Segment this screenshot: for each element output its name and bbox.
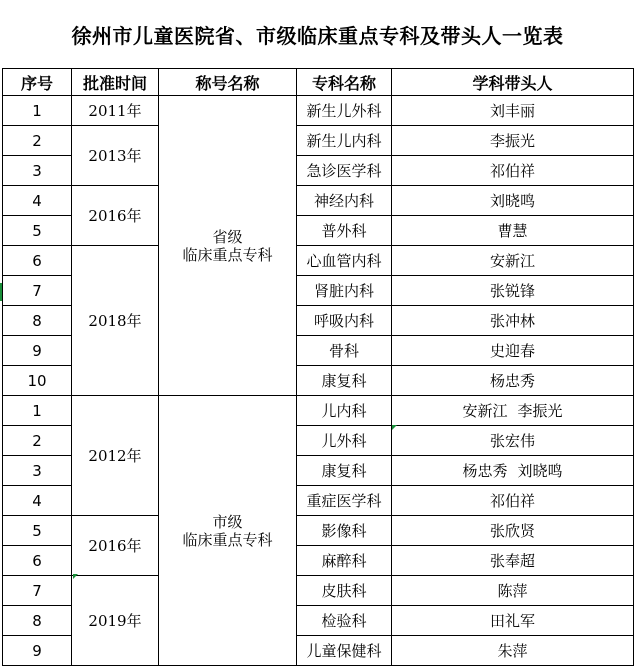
table-row <box>3 96 634 126</box>
seq-cell[interactable]: 9 <box>3 336 72 366</box>
leader-cell[interactable] <box>392 96 634 126</box>
specialty-table <box>2 68 634 666</box>
seq-cell[interactable]: 5 <box>3 216 72 246</box>
seq-cell[interactable]: 7 <box>3 576 72 606</box>
leader-name: 祁伯祥 <box>489 162 535 180</box>
specialty-cell[interactable]: 儿童保健科 <box>297 636 392 666</box>
leader-cell[interactable] <box>392 186 634 216</box>
leader-name: 李振光 <box>489 132 535 150</box>
header-specialty[interactable]: 专科名称 <box>297 69 392 96</box>
specialty-cell[interactable]: 新生儿外科 <box>297 96 392 126</box>
leader-cell[interactable] <box>392 306 634 336</box>
leader-cell[interactable] <box>392 276 634 306</box>
header-leader[interactable]: 学科带头人 <box>392 69 634 96</box>
year-cell[interactable]: 2012年 <box>72 396 159 516</box>
table-row <box>3 246 634 276</box>
category-line: 省级 <box>212 227 243 246</box>
cell-comment-marker <box>392 425 397 430</box>
seq-cell[interactable]: 3 <box>3 456 72 486</box>
leader-cell[interactable] <box>392 396 634 426</box>
specialty-cell[interactable]: 影像科 <box>297 516 392 546</box>
seq-cell[interactable]: 2 <box>3 126 72 156</box>
specialty-cell[interactable]: 普外科 <box>297 216 392 246</box>
seq-cell[interactable]: 3 <box>3 156 72 186</box>
seq-cell[interactable]: 6 <box>3 546 72 576</box>
year-cell[interactable]: 2013年 <box>72 126 159 186</box>
leader-cell[interactable] <box>392 366 634 396</box>
leader-cell[interactable] <box>392 486 634 516</box>
header-category[interactable]: 称号名称 <box>159 69 297 96</box>
leader-cell[interactable] <box>392 606 634 636</box>
specialty-cell[interactable]: 呼吸内科 <box>297 306 392 336</box>
specialty-cell[interactable]: 新生儿内科 <box>297 126 392 156</box>
specialty-cell[interactable]: 骨科 <box>297 336 392 366</box>
specialty-cell[interactable]: 儿内科 <box>297 396 392 426</box>
leader-cell[interactable] <box>392 336 634 366</box>
leader-name: 张奉超 <box>489 552 535 570</box>
header-row <box>3 69 634 96</box>
specialty-cell[interactable]: 急诊医学科 <box>297 156 392 186</box>
leader-name: 刘晓鸣 <box>489 192 535 210</box>
leader-cell[interactable] <box>392 546 634 576</box>
leader-name: 张锐锋 <box>489 282 535 300</box>
leader-cell[interactable] <box>392 426 634 456</box>
leader-name: 曹慧 <box>497 222 528 240</box>
table-row <box>3 126 634 156</box>
leader-name: 田礼军 <box>489 612 535 630</box>
year-cell[interactable]: 2016年 <box>72 186 159 246</box>
leader-name: 史迎春 <box>489 342 535 360</box>
category-line: 临床重点专科 <box>182 530 273 549</box>
year-cell[interactable]: 2018年 <box>72 246 159 396</box>
seq-cell[interactable]: 1 <box>3 396 72 426</box>
leader-name: 刘晓鸣 <box>517 462 563 480</box>
specialty-cell[interactable]: 神经内科 <box>297 186 392 216</box>
seq-cell[interactable]: 1 <box>3 96 72 126</box>
seq-cell[interactable]: 9 <box>3 636 72 666</box>
leader-cell[interactable] <box>392 456 634 486</box>
specialty-cell[interactable]: 心血管内科 <box>297 246 392 276</box>
specialty-cell[interactable]: 康复科 <box>297 366 392 396</box>
header-seq[interactable]: 序号 <box>3 69 72 96</box>
category-cell-provincial[interactable] <box>159 96 297 396</box>
seq-cell[interactable]: 5 <box>3 516 72 546</box>
row-selection-marker <box>0 283 2 301</box>
seq-cell[interactable]: 10 <box>3 366 72 396</box>
specialty-cell[interactable]: 皮肤科 <box>297 576 392 606</box>
cell-comment-marker <box>73 574 78 579</box>
seq-cell[interactable]: 4 <box>3 186 72 216</box>
year-cell[interactable]: 2019年 <box>72 576 159 666</box>
leader-cell[interactable] <box>392 516 634 546</box>
year-cell[interactable]: 2016年 <box>72 516 159 576</box>
table-row <box>3 516 634 546</box>
leader-name: 杨忠秀 <box>462 462 508 480</box>
specialty-cell[interactable]: 康复科 <box>297 456 392 486</box>
table-body <box>3 96 634 666</box>
leader-name: 刘丰丽 <box>489 102 535 120</box>
leader-name: 杨忠秀 <box>489 372 535 390</box>
leader-name: 陈萍 <box>497 582 528 600</box>
specialty-cell[interactable]: 肾脏内科 <box>297 276 392 306</box>
table-row <box>3 186 634 216</box>
page-title: 徐州市儿童医院省、市级临床重点专科及带头人一览表 <box>71 24 564 48</box>
leader-cell[interactable] <box>392 156 634 186</box>
seq-cell[interactable]: 8 <box>3 306 72 336</box>
seq-cell[interactable]: 4 <box>3 486 72 516</box>
category-line: 临床重点专科 <box>182 245 273 264</box>
leader-name: 朱萍 <box>497 642 528 660</box>
specialty-cell[interactable]: 重症医学科 <box>297 486 392 516</box>
year-cell[interactable]: 2011年 <box>72 96 159 126</box>
leader-name: 张冲林 <box>489 312 535 330</box>
leader-name: 张欣贤 <box>489 522 535 540</box>
specialty-cell[interactable]: 麻醉科 <box>297 546 392 576</box>
leader-cell[interactable] <box>392 576 634 606</box>
seq-cell[interactable]: 2 <box>3 426 72 456</box>
leader-name: 安新江 <box>462 402 508 420</box>
table-row <box>3 396 634 426</box>
specialty-cell[interactable]: 儿外科 <box>297 426 392 456</box>
specialty-cell[interactable]: 检验科 <box>297 606 392 636</box>
leader-name: 张宏伟 <box>489 432 535 450</box>
header-year[interactable]: 批准时间 <box>72 69 159 96</box>
leader-name: 祁伯祥 <box>489 492 535 510</box>
table-row <box>3 576 634 606</box>
seq-cell[interactable]: 8 <box>3 606 72 636</box>
leader-cell[interactable] <box>392 126 634 156</box>
leader-name: 李振光 <box>517 402 563 420</box>
leader-cell[interactable] <box>392 246 634 276</box>
seq-cell[interactable]: 7 <box>3 276 72 306</box>
seq-cell[interactable]: 6 <box>3 246 72 276</box>
category-line: 市级 <box>212 512 243 531</box>
category-cell-municipal[interactable] <box>159 396 297 666</box>
leader-name: 安新江 <box>489 252 535 270</box>
leader-cell[interactable] <box>392 216 634 246</box>
leader-cell[interactable] <box>392 636 634 666</box>
